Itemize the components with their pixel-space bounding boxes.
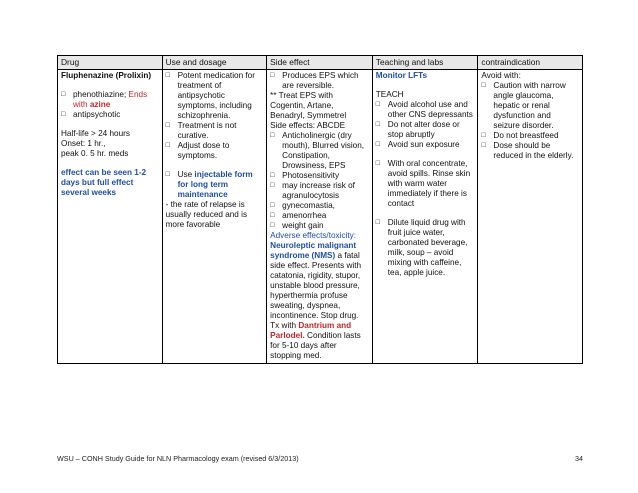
bullet-box-icon: □	[270, 202, 275, 210]
use-item: □ Use injectable form for long term maintenance	[165, 170, 253, 200]
side-item: □ weight gain	[270, 221, 324, 231]
header-drug: Drug	[58, 56, 163, 70]
bullet-box-icon: □	[375, 219, 381, 227]
bullet-box-icon: □	[270, 182, 275, 190]
side-item: □ Anticholinergic (dry mouth), Blurred vision, Constipation, Drowsiness, EPS	[270, 131, 365, 171]
drug-peak: peak 0. 5 hr. meds	[61, 149, 129, 159]
bullet-box-icon: □	[165, 122, 170, 130]
contra-item: □ Caution with narrow angle glaucoma, hepatic or renal dysfunction and seizure disorder.	[481, 81, 566, 131]
table-header-row	[58, 56, 583, 70]
bullet-box-icon: □	[61, 91, 66, 99]
side-nms-paragraph: Neuroleptic malignant syndrome (NMS) a fatal side effect. Presents with catatonia, rigidity, stupor, unstable blood pressure, hyperthermia profuse sweating, dyspnea, incontinence. Stop drug. Tx with Dantrium and Parlodel. Condition lasts for 5-10 days after stopping med.	[270, 241, 362, 361]
bullet-box-icon: □	[375, 121, 381, 129]
contra-item: □ Dose should be reduced in the elderly.	[481, 141, 574, 161]
drug-cell	[58, 70, 163, 364]
teaching-item: □ With oral concentrate, avoid spills. Rinse skin with warm water immediately if there is contact	[375, 159, 471, 209]
bullet-box-icon: □	[270, 172, 275, 180]
use-dosage-cell	[162, 70, 267, 364]
teaching-item: □ Do not alter dose or stop abruptly	[375, 120, 460, 140]
page-number: 34	[575, 454, 583, 463]
use-relapse-note: - the rate of relapse is usually reduced and is more favorable	[165, 200, 248, 230]
bullet-box-icon: □	[270, 72, 275, 80]
header-contraindication: contraindication	[478, 56, 583, 70]
teaching-teach-heading: TEACH	[375, 90, 404, 100]
drug-onset: Onset: 1 hr.,	[61, 139, 106, 149]
header-use-dosage: Use and dosage	[162, 56, 267, 70]
bullet-box-icon: □	[270, 222, 275, 230]
bullet-box-icon: □	[165, 142, 170, 150]
contraindication-cell	[478, 70, 583, 364]
footer-title: WSU – CONH Study Guide for NLN Pharmacology exam (revised 6/3/2013)	[57, 454, 299, 463]
drug-name: Fluphenazine (Prolixin)	[61, 71, 152, 81]
bullet-box-icon: □	[481, 82, 486, 90]
drug-effect-note: effect can be seen 1-2 days but full effect several weeks	[61, 168, 147, 198]
bullet-box-icon: □	[165, 72, 170, 80]
side-adverse-heading: Adverse effects/toxicity:	[270, 231, 357, 241]
teaching-labs-cell	[372, 70, 478, 364]
use-item: □ Treatment is not curative.	[165, 121, 237, 141]
drug-class-phenothiazine: □ phenothiazine; Ends with azine	[61, 90, 148, 110]
bullet-box-icon: □	[270, 132, 275, 140]
table-row	[58, 70, 583, 364]
bullet-box-icon: □	[165, 171, 170, 179]
header-teaching-labs: Teaching and labs	[372, 56, 478, 70]
use-item: □ Potent medication for treatment of antipsychotic symptoms, including schizophrenia.	[165, 71, 255, 121]
side-abcde: Side effects: ABCDE	[270, 121, 346, 131]
teaching-item: □ Dilute liquid drug with fruit juice water, carbonated beverage, milk, soup – avoid mixing with caffeine, tea, apple juice.	[375, 218, 468, 278]
side-item: □ Produces EPS which are reversible.	[270, 71, 359, 91]
teaching-item: □ Avoid alcohol use and other CNS depressants	[375, 100, 473, 120]
drug-halflife: Half-life > 24 hours	[61, 129, 130, 139]
header-side-effect: Side effect	[267, 56, 373, 70]
contra-avoid-heading: Avoid with:	[481, 71, 521, 81]
drug-class-antipsychotic: □ antipsychotic	[61, 110, 121, 120]
teaching-monitor-lfts: Monitor LFTs	[375, 71, 428, 81]
bullet-box-icon: □	[375, 141, 381, 149]
bullet-box-icon: □	[270, 212, 275, 220]
bullet-box-icon: □	[481, 132, 486, 140]
side-item: □ Photosensitivity	[270, 171, 340, 181]
bullet-box-icon: □	[61, 111, 66, 119]
side-treat-eps: ** Treat EPS with Cogentin, Artane, Benadryl, Symmetrel	[270, 91, 347, 121]
page-footer	[57, 454, 583, 463]
drug-table	[57, 55, 583, 364]
side-item: □ may increase risk of agranulocytosis	[270, 181, 355, 201]
use-item: □ Adjust dose to symptoms.	[165, 141, 230, 161]
bullet-box-icon: □	[375, 160, 381, 168]
side-item: □ amenorrhea	[270, 211, 327, 221]
side-item: □ gynecomastia,	[270, 201, 335, 211]
side-effect-cell	[267, 70, 373, 364]
teaching-item: □ Avoid sun exposure	[375, 140, 460, 150]
contra-item: □ Do not breastfeed	[481, 131, 559, 141]
bullet-box-icon: □	[481, 142, 486, 150]
bullet-box-icon: □	[375, 101, 381, 109]
